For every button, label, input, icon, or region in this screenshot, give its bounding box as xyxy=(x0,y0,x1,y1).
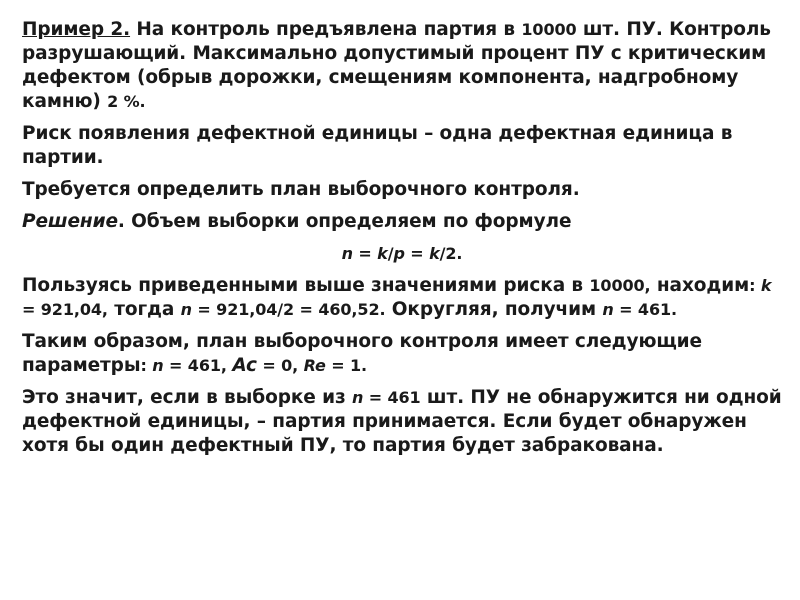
formula-slash: / xyxy=(387,244,394,263)
plan-colon: : xyxy=(140,356,153,375)
problem-text-1: На контроль предъявлена партия в xyxy=(130,19,522,40)
paragraph-problem xyxy=(22,18,782,114)
conclusion-n: n xyxy=(351,388,364,407)
calc-text-3: тогда xyxy=(107,299,181,320)
plan-ac: Ac xyxy=(232,355,257,376)
calc-colon: : xyxy=(749,276,761,295)
calc-n-2: n xyxy=(602,300,614,319)
formula xyxy=(22,242,782,266)
calc-n-rounded: = 461. xyxy=(613,300,677,319)
formula-k-1: k xyxy=(377,244,388,263)
calc-text-2: находим xyxy=(650,275,750,296)
plan-n: n xyxy=(152,356,164,375)
paragraph-risk: Риск появления дефектной единицы – одна дефектная единица в партии. xyxy=(22,123,733,168)
paragraph-task: Требуется определить план выборочного контроля. xyxy=(22,179,580,200)
solution-text: . Объем выборки определяем по формуле xyxy=(117,211,572,232)
formula-rest: /2. xyxy=(439,244,463,263)
plan-n-value: = 461, xyxy=(163,356,233,375)
formula-p: p xyxy=(393,244,405,263)
solution-label: Решение xyxy=(22,211,118,232)
example-title: Пример 2. xyxy=(22,19,131,40)
slide-content xyxy=(22,18,782,466)
calc-n: n xyxy=(180,300,192,319)
problem-text-2: шт. ПУ. Контроль разрушающий. Максимально допустимый процент ПУ с критическим дефектом (обрыв дорожки, смещениям компонента, надгробному камню) xyxy=(22,19,771,112)
conclusion-n-value: = 461 xyxy=(363,388,421,407)
conclusion-text-2: шт. ПУ не обнаружится ни одной дефектной единицы, – партия принимается. Если будет обнаружен хотя бы один дефектный ПУ, то партия будет забракована. xyxy=(22,387,782,456)
paragraph-solution xyxy=(22,210,782,234)
calc-text-4: Округляя, получим xyxy=(385,299,603,320)
formula-eq-1: = xyxy=(352,244,378,263)
formula-k-2: k xyxy=(429,244,440,263)
formula-n: n xyxy=(341,244,353,263)
paragraph-conclusion xyxy=(22,386,782,458)
conclusion-text-1: Это значит, если в выборке из xyxy=(22,387,352,408)
defect-percent: 2 %. xyxy=(107,92,146,111)
plan-ac-value: = 0, xyxy=(256,356,304,375)
plan-re: Re xyxy=(303,356,326,375)
paragraph-plan xyxy=(22,330,782,378)
calc-k-value: = 921,04, xyxy=(22,300,108,319)
calc-text-1: Пользуясь приведенными выше значениями риска в xyxy=(22,275,590,296)
batch-size: 10000 xyxy=(521,20,577,39)
formula-eq-2: = xyxy=(404,244,430,263)
calc-batch: 10000, xyxy=(589,276,651,295)
paragraph-calculation xyxy=(22,274,782,322)
calc-k: k xyxy=(760,276,772,295)
plan-re-value: = 1. xyxy=(325,356,368,375)
calc-n-value: = 921,04/2 = 460,52. xyxy=(191,300,386,319)
plan-text: Таким образом, план выборочного контроля имеет следующие параметры xyxy=(22,331,702,376)
